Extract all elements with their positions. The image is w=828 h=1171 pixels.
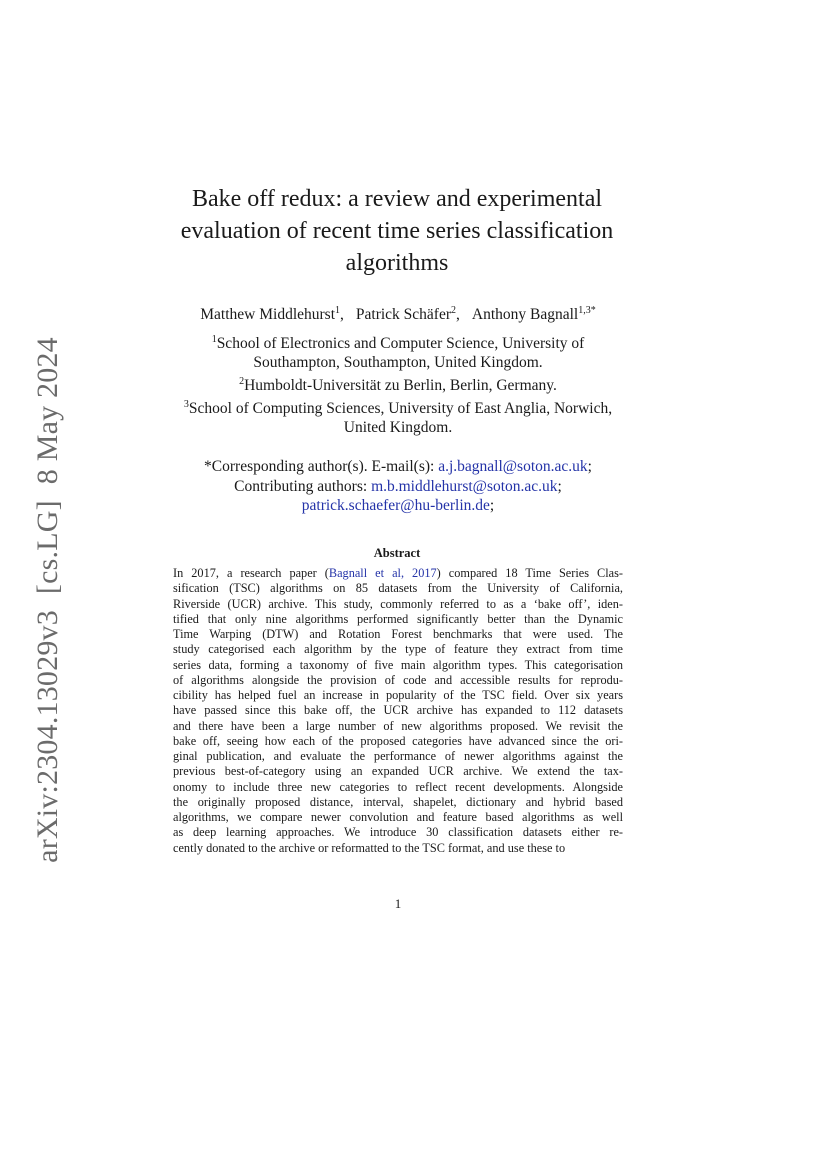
affiliation-text: School of Electronics and Computer Science, University of [216, 335, 585, 352]
title-line-3: algorithms [345, 250, 449, 276]
abstract-line: tified that only nine algorithms performed significantly better than the Dynamic [173, 611, 623, 626]
contributing-label: Contributing authors: [234, 477, 368, 495]
arxiv-date: 8 May 2024 [31, 337, 64, 485]
author-name: Patrick Schäfer [355, 306, 452, 323]
affiliation-text: Humboldt-Universität zu Berlin, Berlin, Germany. [244, 377, 557, 394]
abstract-line: have passed since this bake off, the UCR archive has expanded to 112 datasets [173, 703, 623, 718]
contributing-email-link[interactable]: patrick.schaefer@hu-berlin.de [301, 497, 490, 514]
affiliation-line [150, 330, 646, 353]
affiliation-line [150, 372, 646, 395]
abstract-line: cently donated to the archive or reformatted to the TSC format, and use these to [173, 840, 566, 855]
contributing-email-link[interactable]: m.b.middlehurst@soton.ac.uk [371, 477, 558, 495]
abstract-line: previous best-of-category using an expanded UCR archive. We extend the tax- [173, 764, 623, 779]
author-affiliation-sup: 2 [451, 305, 457, 316]
punctuation: ; [557, 477, 562, 495]
contributing-authors-line-2 [120, 496, 676, 516]
abstract-text: ) compared 18 Time Series Clas- [436, 566, 623, 580]
abstract-line: of algorithms alongside the provision of code and accessible results for reprodu- [173, 672, 623, 687]
arxiv-id: arXiv:2304.13029v3 [31, 610, 64, 863]
abstract-line: and there have been a large number of new algorithms proposed. We revisit the [173, 718, 623, 733]
abstract-line: the originally proposed distance, interval, shapelet, dictionary and hybrid based [173, 794, 623, 809]
author-separator: , [340, 306, 344, 323]
abstract-line: bake off, seeing how each of the proposed categories have advanced since the ori- [173, 733, 623, 748]
abstract-line: series data, forming a taxonomy of five main algorithm types. This categorisation [173, 657, 623, 672]
affiliation-sup: 2 [239, 376, 245, 387]
abstract-line: study categorised each algorithm by the type of feature they extract from time [173, 642, 623, 657]
page-number: 1 [394, 896, 402, 911]
abstract-line: sification (TSC) algorithms on 85 datasets from the University of California, [173, 581, 623, 596]
affiliation-list [150, 330, 646, 437]
punctuation: ; [489, 497, 495, 514]
affiliation-sup: 1 [211, 334, 217, 345]
abstract-line: Time Warping (DTW) and Rotation Forest benchmarks that were used. The [173, 627, 623, 641]
citation-link[interactable]: Bagnall et al, 2017 [328, 566, 437, 580]
paper-title [150, 183, 644, 279]
abstract-line: Riverside (UCR) archive. This study, commonly referred to as a ‘bake off’, iden- [173, 596, 623, 611]
author-name: Matthew Middlehurst [200, 306, 336, 323]
affiliation-line: Southampton, Southampton, United Kingdom. [253, 354, 543, 371]
contact-block [120, 457, 676, 516]
abstract-line: cibility has helped fuel an increase in popularity of the TSC field. Over six years [173, 688, 623, 702]
title-line-1: Bake off redux: a review and experimental [191, 186, 603, 212]
abstract-line: algorithms, we compare newer convolution and feature based algorithms as well [173, 810, 623, 824]
affiliation-sup: 3 [183, 399, 189, 410]
affiliation-line: United Kingdom. [343, 419, 453, 436]
author-list [120, 300, 676, 326]
arxiv-category: [cs.LG] [31, 500, 64, 595]
abstract-body [173, 566, 623, 856]
punctuation: ; [587, 458, 592, 475]
author-affiliation-sup: 1,3* [578, 305, 596, 316]
abstract-heading: Abstract [373, 546, 421, 560]
author-name: Anthony Bagnall [471, 306, 579, 323]
corresponding-author-line [120, 457, 676, 477]
abstract-text: In 2017, a research paper ( [173, 566, 329, 580]
abstract-line: ginal publication, and evaluate the performance of newer algorithms against the [173, 749, 623, 763]
contributing-authors-line [120, 477, 676, 497]
abstract-line: onomy to include three new categories to reflect recent developments. Alongside [173, 779, 623, 794]
arxiv-stamp [31, 329, 65, 871]
abstract-line [173, 566, 623, 581]
author-affiliation-sup: 1 [335, 305, 341, 316]
title-line-2: evaluation of recent time series classification [180, 218, 614, 244]
affiliation-line [150, 395, 646, 418]
affiliation-text: School of Computing Sciences, University of East Anglia, Norwich, [188, 400, 613, 417]
corresponding-label: *Corresponding author(s). E-mail(s): [204, 458, 435, 475]
corresponding-email-link[interactable]: a.j.bagnall@soton.ac.uk [438, 458, 588, 475]
author-separator: , [456, 306, 460, 323]
abstract-line: as deep learning approaches. We introduce 30 classification datasets either re- [173, 825, 623, 840]
